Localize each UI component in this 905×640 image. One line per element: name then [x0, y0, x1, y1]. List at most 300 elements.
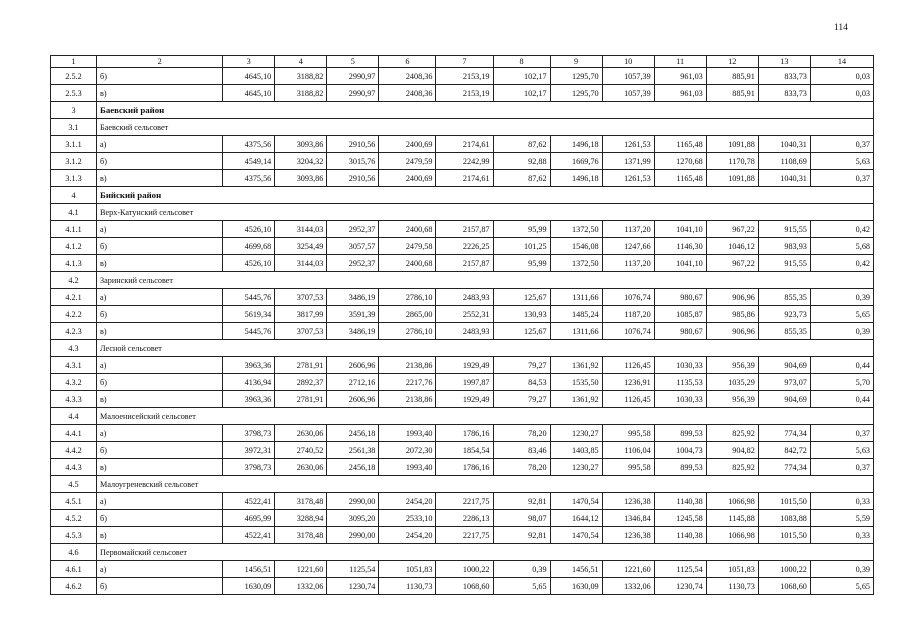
value-cell: 842,72 [758, 442, 810, 459]
value-cell: 2483,93 [436, 323, 493, 340]
value-cell: 1125,54 [327, 561, 379, 578]
value-cell: 3817,99 [275, 306, 327, 323]
header-cell: 12 [706, 56, 758, 68]
value-cell: 904,69 [758, 391, 810, 408]
value-cell: 2990,97 [327, 68, 379, 85]
table-row [51, 459, 874, 476]
value-cell: 1247,66 [602, 238, 654, 255]
value-cell: 2157,87 [436, 221, 493, 238]
value-cell: 1644,12 [550, 510, 602, 527]
value-cell: 2217,75 [436, 493, 493, 510]
value-cell: 1000,22 [436, 561, 493, 578]
value-cell: 4549,14 [223, 153, 275, 170]
row-code: 4.5.1 [51, 493, 97, 510]
value-cell: 1170,78 [706, 153, 758, 170]
value-cell: 967,22 [706, 255, 758, 272]
value-cell: 2153,19 [436, 68, 493, 85]
value-cell: 1332,06 [275, 578, 327, 595]
value-cell: 3015,76 [327, 153, 379, 170]
value-cell: 1993,40 [379, 459, 436, 476]
value-cell: 95,99 [493, 221, 550, 238]
value-cell: 0,39 [810, 289, 873, 306]
value-cell: 2786,10 [379, 323, 436, 340]
value-cell: 825,92 [706, 459, 758, 476]
value-cell: 1221,60 [602, 561, 654, 578]
value-cell: 1083,88 [758, 510, 810, 527]
value-cell: 2606,96 [327, 357, 379, 374]
value-cell: 1040,31 [758, 170, 810, 187]
value-cell: 825,92 [706, 425, 758, 442]
value-cell: 5,65 [810, 306, 873, 323]
table-row [51, 153, 874, 170]
row-code: 4.2.2 [51, 306, 97, 323]
table-row [51, 289, 874, 306]
value-cell: 1106,04 [602, 442, 654, 459]
value-cell: 1221,60 [275, 561, 327, 578]
value-cell: 0,37 [810, 136, 873, 153]
value-cell: 2552,31 [436, 306, 493, 323]
value-cell: 4526,10 [223, 221, 275, 238]
value-cell: 1535,50 [550, 374, 602, 391]
value-cell: 87,62 [493, 136, 550, 153]
value-cell: 956,39 [706, 357, 758, 374]
value-cell: 4699,68 [223, 238, 275, 255]
row-variant-label: а) [97, 493, 223, 510]
settlement-title: Верх-Катунский сельсовет [97, 204, 874, 221]
value-cell: 3963,36 [223, 357, 275, 374]
value-cell: 0,42 [810, 221, 873, 238]
value-cell: 1993,40 [379, 425, 436, 442]
value-cell: 967,22 [706, 221, 758, 238]
value-cell: 130,93 [493, 306, 550, 323]
row-code: 4.4.1 [51, 425, 97, 442]
settlement-code: 4.3 [51, 340, 97, 357]
value-cell: 1261,53 [602, 170, 654, 187]
value-cell: 2072,30 [379, 442, 436, 459]
value-cell: 5,63 [810, 153, 873, 170]
row-variant-label: б) [97, 153, 223, 170]
value-cell: 1137,20 [602, 255, 654, 272]
value-cell: 2408,36 [379, 68, 436, 85]
value-cell: 1135,53 [654, 374, 706, 391]
value-cell: 1630,09 [550, 578, 602, 595]
value-cell: 1004,73 [654, 442, 706, 459]
value-cell: 983,93 [758, 238, 810, 255]
value-cell: 1140,38 [654, 527, 706, 544]
value-cell: 0,37 [810, 425, 873, 442]
value-cell: 1076,74 [602, 323, 654, 340]
value-cell: 1997,87 [436, 374, 493, 391]
value-cell: 1066,98 [706, 493, 758, 510]
value-cell: 0,44 [810, 391, 873, 408]
value-cell: 5,65 [493, 578, 550, 595]
value-cell: 0,39 [810, 323, 873, 340]
value-cell: 2606,96 [327, 391, 379, 408]
header-cell: 6 [379, 56, 436, 68]
table-row [51, 374, 874, 391]
value-cell: 79,27 [493, 391, 550, 408]
value-cell: 2990,00 [327, 527, 379, 544]
value-cell: 0,37 [810, 170, 873, 187]
value-cell: 2174,61 [436, 136, 493, 153]
value-cell: 904,82 [706, 442, 758, 459]
value-cell: 1015,50 [758, 527, 810, 544]
value-cell: 2740,52 [275, 442, 327, 459]
value-cell: 2226,25 [436, 238, 493, 255]
value-cell: 1456,51 [223, 561, 275, 578]
value-cell: 985,86 [706, 306, 758, 323]
row-code: 3.1.2 [51, 153, 97, 170]
value-cell: 1146,30 [654, 238, 706, 255]
value-cell: 4136,94 [223, 374, 275, 391]
value-cell: 0,03 [810, 85, 873, 102]
value-cell: 95,99 [493, 255, 550, 272]
row-variant-label: б) [97, 374, 223, 391]
value-cell: 1046,12 [706, 238, 758, 255]
value-cell: 995,58 [602, 425, 654, 442]
value-cell: 1015,50 [758, 493, 810, 510]
district-title: Баевский район [97, 102, 874, 119]
value-cell: 79,27 [493, 357, 550, 374]
row-variant-label: в) [97, 255, 223, 272]
value-cell: 2781,91 [275, 357, 327, 374]
settlement-title: Малоенисейский сельсовет [97, 408, 874, 425]
value-cell: 4526,10 [223, 255, 275, 272]
value-cell: 0,33 [810, 527, 873, 544]
value-cell: 2456,18 [327, 459, 379, 476]
settlement-row [51, 340, 874, 357]
value-cell: 2781,91 [275, 391, 327, 408]
table-row [51, 561, 874, 578]
row-variant-label: б) [97, 306, 223, 323]
row-code: 4.3.3 [51, 391, 97, 408]
value-cell: 5,70 [810, 374, 873, 391]
value-cell: 973,07 [758, 374, 810, 391]
row-code: 2.5.2 [51, 68, 97, 85]
value-cell: 3254,49 [275, 238, 327, 255]
settlement-code: 4.2 [51, 272, 97, 289]
value-cell: 1040,31 [758, 136, 810, 153]
table-row [51, 238, 874, 255]
value-cell: 885,91 [706, 68, 758, 85]
value-cell: 2286,13 [436, 510, 493, 527]
value-cell: 1108,69 [758, 153, 810, 170]
value-cell: 2483,93 [436, 289, 493, 306]
table-row [51, 85, 874, 102]
value-cell: 3707,53 [275, 289, 327, 306]
value-cell: 3144,03 [275, 221, 327, 238]
value-cell: 904,69 [758, 357, 810, 374]
value-cell: 1030,33 [654, 391, 706, 408]
value-cell: 92,81 [493, 527, 550, 544]
row-code: 4.6.1 [51, 561, 97, 578]
value-cell: 83,46 [493, 442, 550, 459]
value-cell: 906,96 [706, 323, 758, 340]
row-code: 4.2.3 [51, 323, 97, 340]
row-variant-label: а) [97, 221, 223, 238]
value-cell: 1361,92 [550, 357, 602, 374]
value-cell: 1137,20 [602, 221, 654, 238]
settlement-title: Заринский сельсовет [97, 272, 874, 289]
value-cell: 5445,76 [223, 323, 275, 340]
table-row [51, 357, 874, 374]
value-cell: 3178,48 [275, 527, 327, 544]
row-code: 4.4.3 [51, 459, 97, 476]
value-cell: 2479,58 [379, 238, 436, 255]
row-variant-label: б) [97, 510, 223, 527]
value-cell: 961,03 [654, 68, 706, 85]
value-cell: 2454,20 [379, 527, 436, 544]
header-cell: 4 [275, 56, 327, 68]
value-cell: 3178,48 [275, 493, 327, 510]
value-cell: 3095,20 [327, 510, 379, 527]
value-cell: 1854,54 [436, 442, 493, 459]
value-cell: 2242,99 [436, 153, 493, 170]
header-cell: 7 [436, 56, 493, 68]
value-cell: 87,62 [493, 170, 550, 187]
header-cell: 1 [51, 56, 97, 68]
value-cell: 2712,16 [327, 374, 379, 391]
value-cell: 1496,18 [550, 136, 602, 153]
value-cell: 899,53 [654, 425, 706, 442]
table-row [51, 323, 874, 340]
header-cell: 2 [97, 56, 223, 68]
value-cell: 0,03 [810, 68, 873, 85]
value-cell: 3972,31 [223, 442, 275, 459]
header-cell: 3 [223, 56, 275, 68]
value-cell: 1270,68 [654, 153, 706, 170]
value-cell: 101,25 [493, 238, 550, 255]
value-cell: 125,67 [493, 289, 550, 306]
row-code: 4.5.3 [51, 527, 97, 544]
value-cell: 1125,54 [654, 561, 706, 578]
value-cell: 2910,56 [327, 136, 379, 153]
value-cell: 855,35 [758, 289, 810, 306]
table-row [51, 442, 874, 459]
value-cell: 3591,39 [327, 306, 379, 323]
value-cell: 1000,22 [758, 561, 810, 578]
value-cell: 1130,73 [379, 578, 436, 595]
settlement-title: Лесной сельсовет [97, 340, 874, 357]
value-cell: 1245,58 [654, 510, 706, 527]
value-cell: 980,67 [654, 323, 706, 340]
value-cell: 2400,69 [379, 170, 436, 187]
value-cell: 906,96 [706, 289, 758, 306]
row-code: 4.5.2 [51, 510, 97, 527]
row-variant-label: в) [97, 527, 223, 544]
value-cell: 1669,76 [550, 153, 602, 170]
header-cell: 5 [327, 56, 379, 68]
value-cell: 2174,61 [436, 170, 493, 187]
settlement-row [51, 408, 874, 425]
value-cell: 1236,91 [602, 374, 654, 391]
row-code: 4.3.2 [51, 374, 97, 391]
value-cell: 956,39 [706, 391, 758, 408]
header-cell: 10 [602, 56, 654, 68]
value-cell: 833,73 [758, 85, 810, 102]
value-cell: 1311,66 [550, 323, 602, 340]
row-code: 3.1.3 [51, 170, 97, 187]
value-cell: 3798,73 [223, 459, 275, 476]
value-cell: 92,88 [493, 153, 550, 170]
header-cell: 9 [550, 56, 602, 68]
value-cell: 1929,49 [436, 391, 493, 408]
value-cell: 1346,84 [602, 510, 654, 527]
value-cell: 5619,34 [223, 306, 275, 323]
header-cell: 14 [810, 56, 873, 68]
district-title: Бийский район [97, 187, 874, 204]
value-cell: 1295,70 [550, 85, 602, 102]
header-cell: 8 [493, 56, 550, 68]
value-cell: 2400,68 [379, 255, 436, 272]
value-cell: 1091,88 [706, 170, 758, 187]
value-cell: 125,67 [493, 323, 550, 340]
row-variant-label: а) [97, 136, 223, 153]
settlement-row [51, 544, 874, 561]
value-cell: 1470,54 [550, 527, 602, 544]
header-cell: 11 [654, 56, 706, 68]
table-row [51, 170, 874, 187]
value-cell: 4522,41 [223, 493, 275, 510]
value-cell: 1057,39 [602, 68, 654, 85]
value-cell: 78,20 [493, 459, 550, 476]
row-variant-label: а) [97, 561, 223, 578]
value-cell: 1456,51 [550, 561, 602, 578]
value-cell: 1361,92 [550, 391, 602, 408]
value-cell: 2952,37 [327, 221, 379, 238]
value-cell: 78,20 [493, 425, 550, 442]
value-cell: 1035,29 [706, 374, 758, 391]
value-cell: 1236,38 [602, 493, 654, 510]
table-row [51, 527, 874, 544]
row-variant-label: в) [97, 85, 223, 102]
value-cell: 1236,38 [602, 527, 654, 544]
value-cell: 1076,74 [602, 289, 654, 306]
value-cell: 1403,85 [550, 442, 602, 459]
district-code: 3 [51, 102, 97, 119]
settlement-code: 3.1 [51, 119, 97, 136]
value-cell: 2400,69 [379, 136, 436, 153]
value-cell: 2138,86 [379, 391, 436, 408]
header-row [51, 56, 874, 68]
row-code: 2.5.3 [51, 85, 97, 102]
value-cell: 0,37 [810, 459, 873, 476]
table-row [51, 306, 874, 323]
table-row [51, 255, 874, 272]
settlement-row [51, 119, 874, 136]
value-cell: 3204,32 [275, 153, 327, 170]
value-cell: 5445,76 [223, 289, 275, 306]
value-cell: 5,63 [810, 442, 873, 459]
value-cell: 1068,60 [436, 578, 493, 595]
value-cell: 2157,87 [436, 255, 493, 272]
value-cell: 2153,19 [436, 85, 493, 102]
table-row [51, 493, 874, 510]
value-cell: 1126,45 [602, 391, 654, 408]
settlement-title: Малоугреневский сельсовет [97, 476, 874, 493]
value-cell: 4645,10 [223, 68, 275, 85]
value-cell: 2630,06 [275, 459, 327, 476]
row-code: 4.1.2 [51, 238, 97, 255]
value-cell: 855,35 [758, 323, 810, 340]
row-variant-label: в) [97, 391, 223, 408]
value-cell: 1085,87 [654, 306, 706, 323]
value-cell: 2952,37 [327, 255, 379, 272]
value-cell: 923,73 [758, 306, 810, 323]
settlement-code: 4.6 [51, 544, 97, 561]
value-cell: 0,39 [810, 561, 873, 578]
value-cell: 833,73 [758, 68, 810, 85]
value-cell: 885,91 [706, 85, 758, 102]
value-cell: 5,68 [810, 238, 873, 255]
value-cell: 2454,20 [379, 493, 436, 510]
value-cell: 3188,82 [275, 68, 327, 85]
value-cell: 1165,48 [654, 136, 706, 153]
row-variant-label: в) [97, 459, 223, 476]
value-cell: 3057,57 [327, 238, 379, 255]
value-cell: 1546,08 [550, 238, 602, 255]
row-code: 4.1.1 [51, 221, 97, 238]
settlement-code: 4.1 [51, 204, 97, 221]
settlement-row [51, 272, 874, 289]
value-cell: 1630,09 [223, 578, 275, 595]
value-cell: 1295,70 [550, 68, 602, 85]
value-cell: 961,03 [654, 85, 706, 102]
settlement-code: 4.5 [51, 476, 97, 493]
value-cell: 1041,10 [654, 221, 706, 238]
value-cell: 3707,53 [275, 323, 327, 340]
value-cell: 2786,10 [379, 289, 436, 306]
value-cell: 3188,82 [275, 85, 327, 102]
value-cell: 1041,10 [654, 255, 706, 272]
value-cell: 1030,33 [654, 357, 706, 374]
settlement-code: 4.4 [51, 408, 97, 425]
value-cell: 899,53 [654, 459, 706, 476]
value-cell: 98,07 [493, 510, 550, 527]
table-row [51, 578, 874, 595]
value-cell: 2630,06 [275, 425, 327, 442]
value-cell: 92,81 [493, 493, 550, 510]
value-cell: 4695,99 [223, 510, 275, 527]
row-variant-label: а) [97, 357, 223, 374]
settlement-title: Первомайский сельсовет [97, 544, 874, 561]
value-cell: 1485,24 [550, 306, 602, 323]
value-cell: 0,39 [493, 561, 550, 578]
value-cell: 3144,03 [275, 255, 327, 272]
value-cell: 2479,59 [379, 153, 436, 170]
value-cell: 1068,60 [758, 578, 810, 595]
table-row [51, 425, 874, 442]
table-row [51, 391, 874, 408]
district-row [51, 187, 874, 204]
value-cell: 2865,00 [379, 306, 436, 323]
value-cell: 4375,56 [223, 170, 275, 187]
value-cell: 1929,49 [436, 357, 493, 374]
value-cell: 2990,97 [327, 85, 379, 102]
value-cell: 1786,16 [436, 425, 493, 442]
value-cell: 1470,54 [550, 493, 602, 510]
value-cell: 1230,74 [327, 578, 379, 595]
value-cell: 1051,83 [379, 561, 436, 578]
row-variant-label: а) [97, 289, 223, 306]
settlement-row [51, 476, 874, 493]
row-code: 4.1.3 [51, 255, 97, 272]
value-cell: 915,55 [758, 221, 810, 238]
row-variant-label: б) [97, 238, 223, 255]
row-code: 4.3.1 [51, 357, 97, 374]
value-cell: 774,34 [758, 459, 810, 476]
row-variant-label: б) [97, 68, 223, 85]
